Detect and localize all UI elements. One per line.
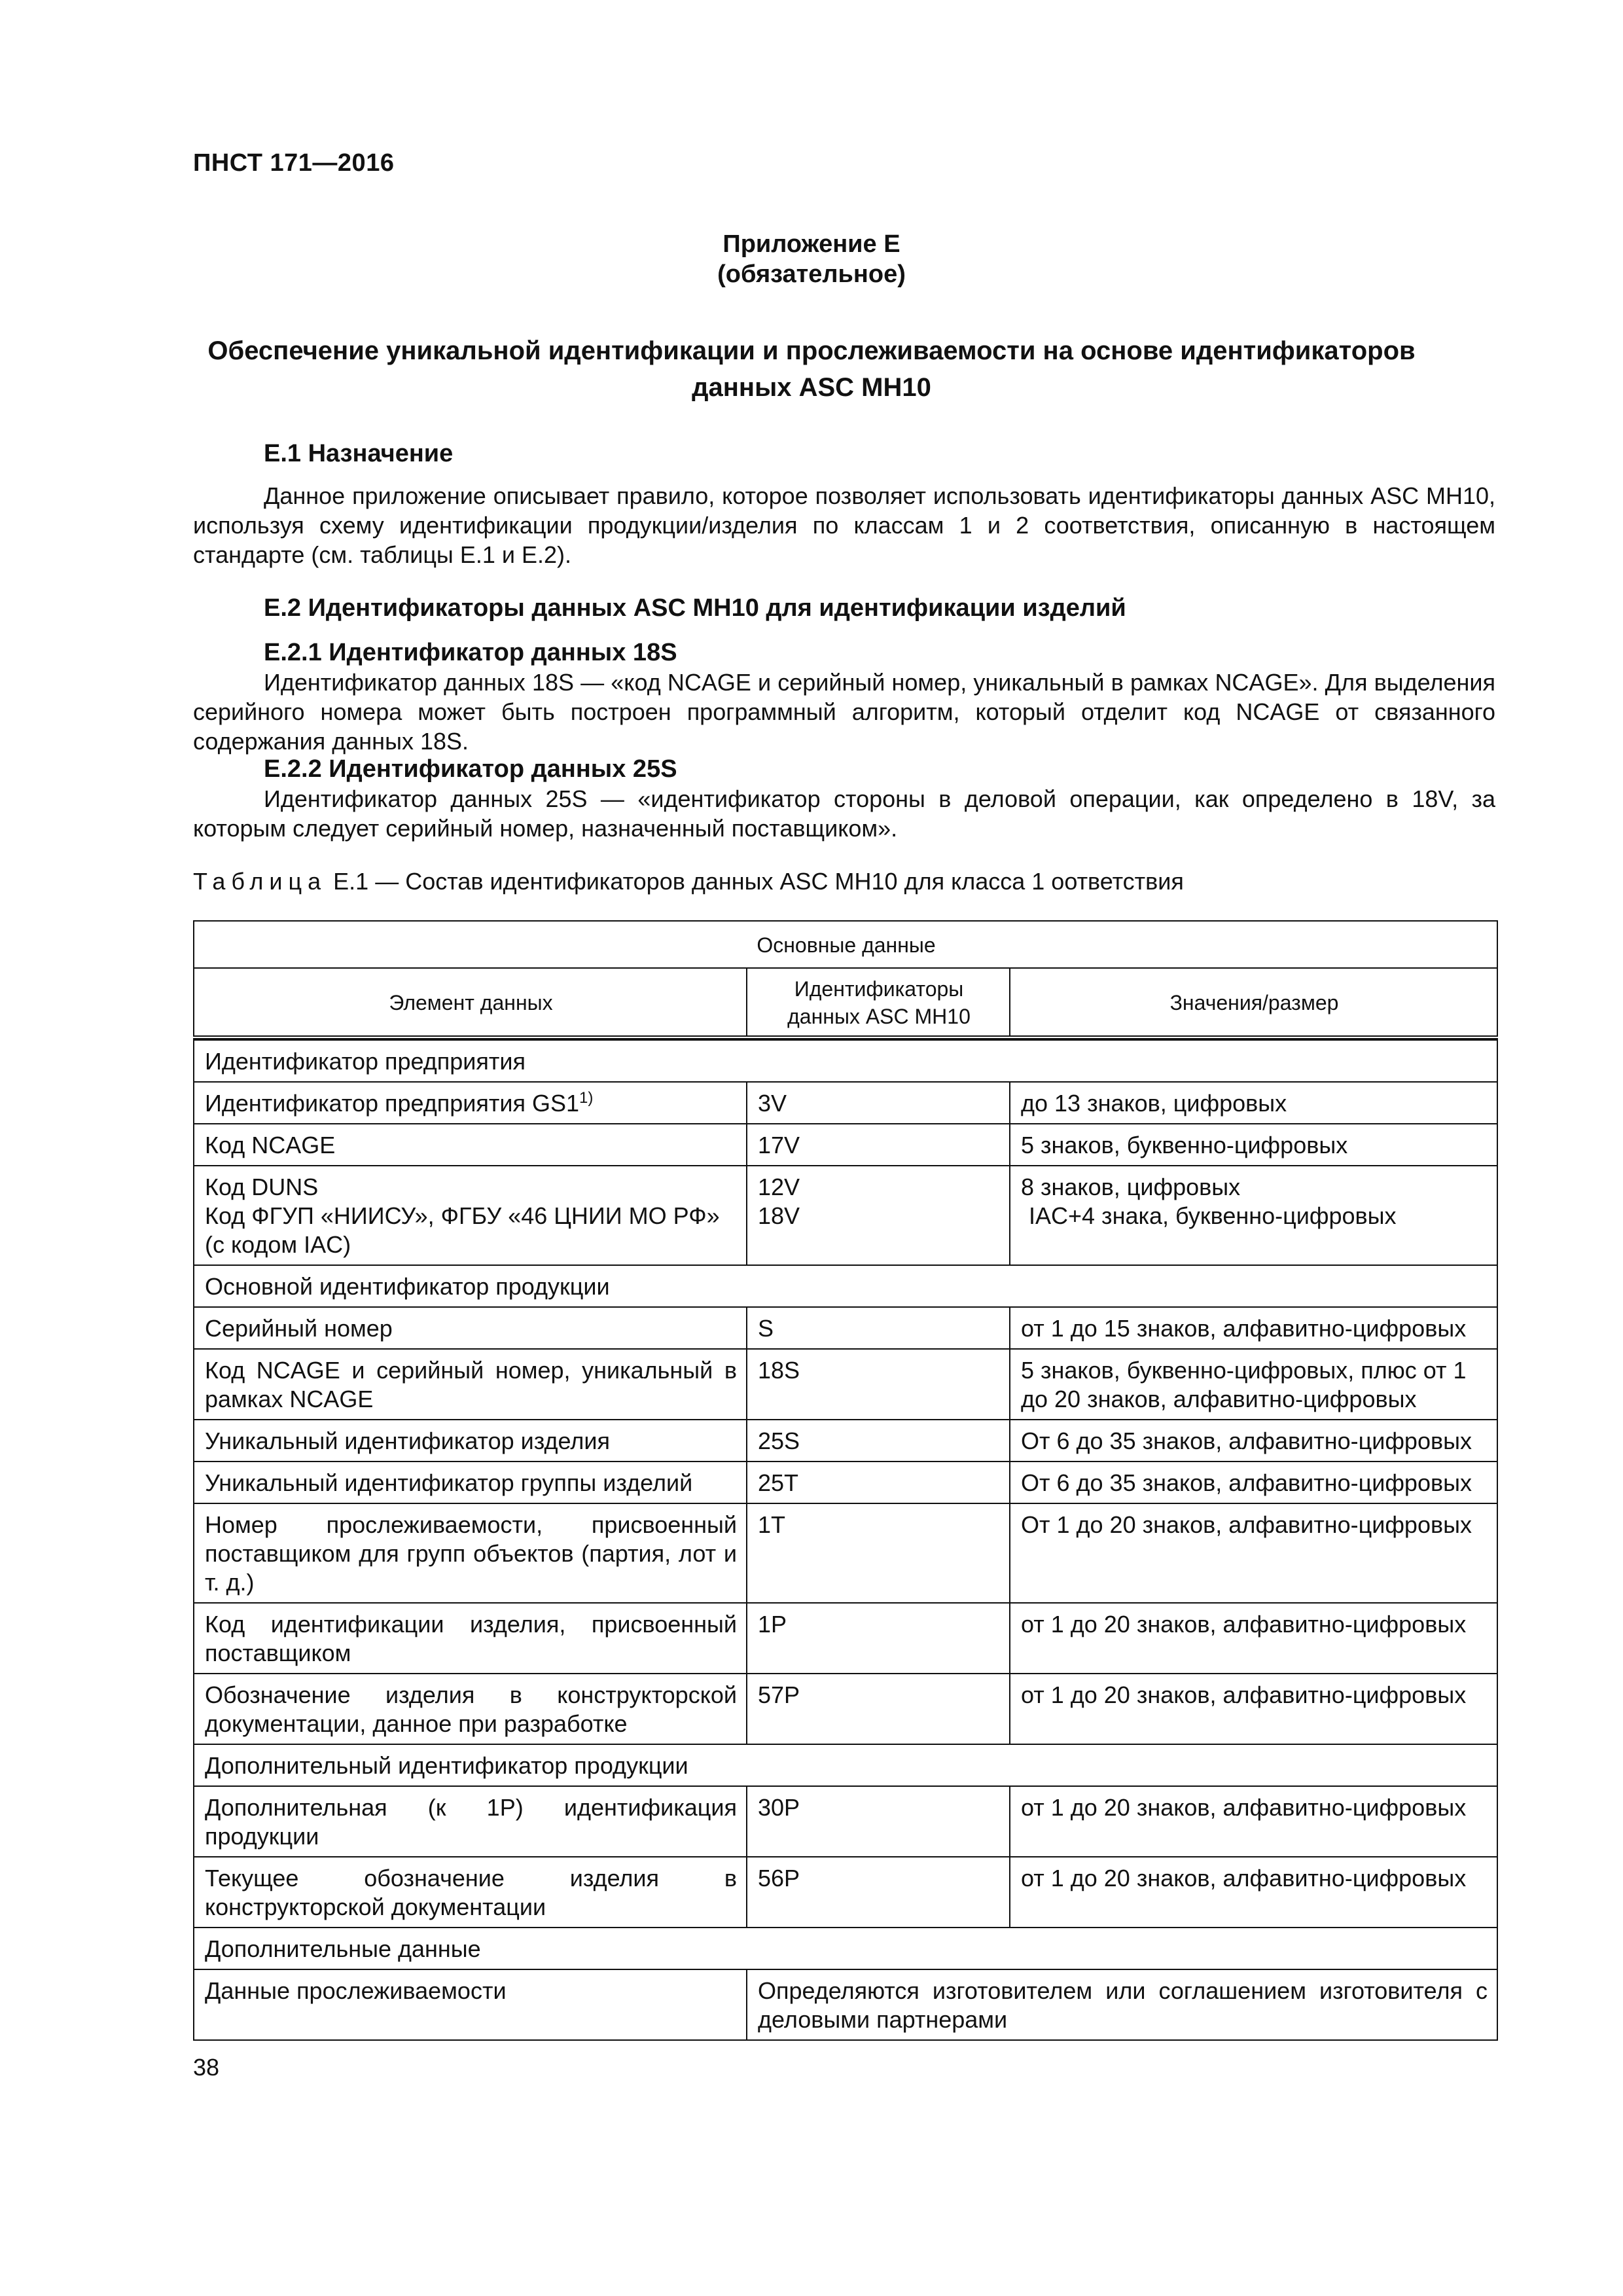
cell-element-line: Код DUNS [205,1174,319,1200]
table-row [194,1307,1497,1349]
cell-element: Уникальный идентификатор группы изделий [194,1462,747,1503]
cell-value-line: IAC+4 знака, буквенно-цифровых [1029,1202,1397,1229]
section-e21-heading: Е.2.1 Идентификатор данных 18S [264,639,677,666]
table-row [194,1969,1497,2040]
column-header-element: Элемент данных [194,968,747,1037]
cell-element: Номер прослеживаемости, присвоенный поставщиком для групп объектов (партия, лот и т. д.) [194,1503,747,1603]
section-extra-data: Дополнительные данные [194,1928,1497,1969]
cell-value: От 6 до 35 знаков, алфавитно-цифровых [1010,1462,1497,1503]
cell-value: от 1 до 20 знаков, алфавитно-цифровых [1010,1857,1497,1928]
table-section-row [194,1265,1497,1307]
column-header-identifiers-line2: данных ASC MH10 [787,1005,971,1028]
cell-element: Код идентификации изделия, присвоенный поставщиком [194,1603,747,1674]
table-row [194,1857,1497,1928]
cell-value: 5 знаков, буквенно-цифровых, плюс от 1 до 20 знаков, алфавитно-цифровых [1010,1349,1497,1420]
cell-element [194,1082,747,1124]
cell-value: От 6 до 35 знаков, алфавитно-цифровых [1010,1420,1497,1462]
cell-element: Серийный номер [194,1307,747,1349]
cell-element: Уникальный идентификатор изделия [194,1420,747,1462]
table-caption-text: Е.1 — Состав идентификаторов данных ASC MH10 для класса 1 оответствия [333,868,1184,895]
cell-value: от 1 до 15 знаков, алфавитно-цифровых [1010,1307,1497,1349]
table-row [194,1786,1497,1857]
page-number: 38 [193,2054,220,2081]
cell-element-line: Код ФГУП «НИИСУ», ФГБУ «46 ЦНИИ МО РФ» [205,1202,720,1229]
cell-element-line: (с кодом IAC) [205,1231,351,1258]
cell-identifier: 1T [747,1503,1010,1603]
cell-element: Обозначение изделия в конструкторской документации, данное при разработке [194,1674,747,1744]
cell-identifier: 1P [747,1603,1010,1674]
cell-identifier: 56P [747,1857,1010,1928]
section-e1-heading: Е.1 Назначение [264,440,454,467]
table-row [194,1503,1497,1603]
table-column-header-row [194,968,1497,1037]
column-header-values: Значения/размер [1010,968,1497,1037]
table-caption-word: Таблица [193,868,327,895]
cell-value: от 1 до 20 знаков, алфавитно-цифровых [1010,1603,1497,1674]
document-code: ПНСТ 171—2016 [193,149,395,177]
table-row [194,1166,1497,1265]
cell-identifier: 30P [747,1786,1010,1857]
cell-element: Данные прослеживаемости [194,1969,747,2040]
table-group-header-row [194,921,1497,968]
section-extra-product: Дополнительный идентификатор продукции [194,1744,1497,1786]
section-e22-text: Идентификатор данных 25S — «идентификатор стороны в деловой операции, как определено в 18V, за которым следует серийный номер, назначенный поставщиком». [193,785,1495,842]
cell-value: от 1 до 20 знаков, алфавитно-цифровых [1010,1674,1497,1744]
cell-identifier: 18S [747,1349,1010,1420]
cell-element [194,1166,747,1265]
table-row [194,1349,1497,1420]
cell-identifier-line: 18V [758,1202,800,1229]
cell-identifier: S [747,1307,1010,1349]
cell-identifier-line: 12V [758,1174,800,1200]
column-header-identifiers [747,968,1010,1037]
cell-identifier: 25T [747,1462,1010,1503]
cell-element: Код NCAGE и серийный номер, уникальный в рамках NCAGE [194,1349,747,1420]
cell-identifier: 17V [747,1124,1010,1166]
table-row [194,1082,1497,1124]
cell-identifier: 25S [747,1420,1010,1462]
cell-element: Текущее обозначение изделия в конструкторской документации [194,1857,747,1928]
cell-identifier [747,1166,1010,1265]
table-caption [193,868,1184,895]
table-row [194,1674,1497,1744]
section-e21-text: Идентификатор данных 18S — «код NCAGE и серийный номер, уникальный в рамках NCAGE». Для выделения серийного номера может быть построен программный алгоритм, который отделит код NCAGE от связанного содержания данных 18S. [193,669,1495,755]
cell-value: до 13 знаков, цифровых [1010,1082,1497,1124]
table-row [194,1603,1497,1674]
table-section-row [194,1744,1497,1786]
identifiers-table [193,920,1498,2041]
cell-value: от 1 до 20 знаков, алфавитно-цифровых [1010,1786,1497,1857]
cell-element: Код NCAGE [194,1124,747,1166]
cell-identifier: 57P [747,1674,1010,1744]
table-section-row [194,1040,1497,1082]
section-e22-heading: Е.2.2 Идентификатор данных 25S [264,755,677,783]
cell-value [1010,1166,1497,1265]
column-header-identifiers-line1: Идентификаторы [794,977,964,1001]
footnote-mark: 1) [579,1089,594,1107]
table-group-header: Основные данные [194,921,1497,968]
section-e1-text: Данное приложение описывает правило, которое позволяет использовать идентификаторы данных ASC MH10, используя схему идентификации продукции/изделия по классам 1 и 2 соответствия, описанную в настоящем стандарте (см. таблицы Е.1 и Е.2). [193,482,1495,568]
table-row [194,1462,1497,1503]
table-row [194,1124,1497,1166]
cell-element: Дополнительная (к 1Р) идентификация продукции [194,1786,747,1857]
table-row [194,1420,1497,1462]
annex-status: (обязательное) [717,260,906,288]
cell-value: 5 знаков, буквенно-цифровых [1010,1124,1497,1166]
section-main-product: Основной идентификатор продукции [194,1265,1497,1307]
annex-title: Приложение Е [722,230,901,258]
table-section-row [194,1928,1497,1969]
cell-value: Определяются изготовителем или соглашением изготовителя с деловыми партнерами [747,1969,1497,2040]
cell-value: От 1 до 20 знаков, алфавитно-цифровых [1010,1503,1497,1603]
section-e2-heading: Е.2 Идентификаторы данных ASC MH10 для идентификации изделий [264,594,1126,622]
cell-value-line: 8 знаков, цифровых [1021,1174,1241,1200]
cell-element-text: Идентификатор предприятия GS1 [205,1090,580,1117]
cell-identifier: 3V [747,1082,1010,1124]
main-title: Обеспечение уникальной идентификации и прослеживаемости на основе идентификаторов данных ASC MH10 [207,336,1416,402]
section-enterprise: Идентификатор предприятия [194,1040,1497,1082]
